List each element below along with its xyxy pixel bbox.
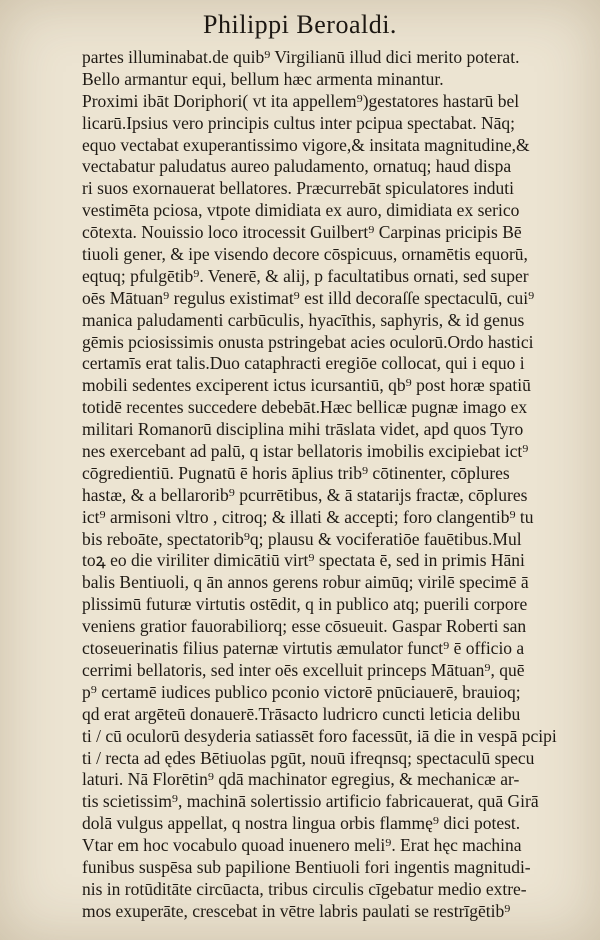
text-line: funibus suspēsa sub papilione Bentiuoli fori ingentis magnitudi- bbox=[82, 856, 531, 877]
text-line: manica paludamenti carbūculis, hyacīthis, saphyris, & id genus bbox=[82, 309, 525, 330]
text-line: bis reboāte, spectatorib⁹q; plausu & vociferatiōe fauētibus.Mul bbox=[82, 528, 522, 549]
text-line: dolā vulgus appellat, q nostra lingua orbis flammę⁹ dici potest. bbox=[82, 813, 521, 834]
text-line: eqtuq; pfulgētib⁹. Venerē, & alij, p facultatibus ornati, sed super bbox=[82, 265, 529, 286]
text-line: hastæ, & a bellarorib⁹ pcurrētibus, & ā statarijs fractæ, cōplures bbox=[82, 484, 528, 505]
text-line: totidē recentes succedere debebāt.Hæc bellicæ pugnæ imago ex bbox=[82, 397, 528, 418]
text-line: gēmis pciosissimis onusta pstringebat acies oculorū.Ordo hastici bbox=[82, 331, 534, 352]
text-line: nis in rotūditāte circūacta, tribus circulis cīgebatur medio extre- bbox=[82, 878, 527, 899]
text-line: ctoseuerinatis filius paternæ virtutis æmulator funct⁹ ē officio a bbox=[82, 638, 525, 659]
text-line: oēs Mātuan⁹ regulus existimat⁹ est illd decoraſſe spectaculū, cui⁹ bbox=[82, 287, 535, 308]
text-line: ti / recta ad ędes Bētiuolas pgūt, nouū ifreqnsq; spectaculū specu bbox=[82, 747, 535, 768]
text-line: veniens gratior fauorabiliorq; esse cōsueuit. Gaspar Roberti san bbox=[82, 616, 527, 637]
text-line: cerrimi bellatoris, sed inter oēs excelluit princeps Mātuan⁹, quē bbox=[82, 659, 525, 680]
text-line: tis scietissim⁹, machinā solertissio artificio fabricauerat, quā Girā bbox=[82, 791, 539, 812]
text-line: certamīs erat talis.Duo cataphracti eregiōe collocat, qui i equo i bbox=[82, 353, 525, 374]
text-line: plissimū futuræ virtutis ostēdit, q in publico atq; puerili corpore bbox=[82, 594, 528, 615]
text-line: vectabatur paludatus aureo paludamento, ornatuq; haud dispa bbox=[82, 156, 512, 177]
page-body-text bbox=[82, 47, 582, 923]
text-line: militari Romanorū disciplina mihi trāslata videt, apd quos Tyro bbox=[82, 419, 524, 440]
text-line: ri suos exornauerat bellatores. Præcurrebāt spiculatores induti bbox=[82, 178, 515, 199]
text-line: nes exercebant ad palū, q istar bellatoris imobilis excipiebat ict⁹ bbox=[82, 441, 529, 462]
text-line: cōtexta. Nouissio loco itrocessit Guilbert⁹ Carpinas pricipis Bē bbox=[82, 222, 522, 243]
text-line: ti / cū oculorū desyderia satiassēt foro facessūt, iā die in vespā pcipi bbox=[82, 725, 557, 746]
text-line: ict⁹ armisoni vltro , citroq; & illati & accepti; foro clangentib⁹ tu bbox=[82, 506, 534, 527]
text-line: Proximi ibāt Doriphori( vt ita appellem⁹)gestatores hastarū bel bbox=[82, 90, 520, 111]
text-line: partes illuminabat.de quib⁹ Virgilianū illud dici merito poterat. bbox=[82, 47, 520, 67]
text-line: Bello armantur equi, bellum hæc armenta minantur. bbox=[82, 68, 444, 89]
text-line: mobili sedentes exciperent ictus icursantiū, qb⁹ post horæ spatiū bbox=[82, 375, 531, 396]
text-line: licarū.Ipsius vero principis cultus inter pcipua spectabat. Nāq; bbox=[82, 112, 515, 133]
running-title: Philippi Beroaldi. bbox=[203, 10, 397, 39]
text-line: Vtar em hoc vocabulo quoad inuenero meli⁹. Erat hęc machina bbox=[82, 835, 522, 856]
text-line: laturi. Nā Florētin⁹ qdā machinator egregius, & mechanicæ ar- bbox=[82, 769, 520, 790]
text-line: balis Bentiuoli, q ān annos gerens robur aimūq; virilē specimē ā bbox=[82, 572, 529, 593]
text-line: p⁹ certamē iudices publico pconio victorē pnūciauerē, brauioq; bbox=[82, 681, 521, 702]
text-line: qd erat argēteū donauerē.Trāsacto ludricro cuncti leticia delibu bbox=[82, 703, 521, 724]
text-line: cōgredientiū. Pugnatū ē horis āplius trib⁹ cōtinenter, cōplures bbox=[82, 462, 510, 483]
text-line: equo vectabat exuperantissimo vigore,& insitata magnitudine,& bbox=[82, 134, 530, 155]
text-line: mos exuperāte, crescebat in vētre labris paulati se restrīgētib⁹ bbox=[82, 900, 511, 921]
text-line: tiuoli gener, & ipe visendo decore cōspicuus, ornamētis equorū, bbox=[82, 244, 528, 265]
text-line: vestimēta pciosa, vtpote dimidiata ex auro, dimidiata ex serico bbox=[82, 200, 520, 221]
text-line: toꝝ eo die viriliter dimicātiū virt⁹ spectata ē, sed in primis Hāni bbox=[82, 550, 525, 571]
